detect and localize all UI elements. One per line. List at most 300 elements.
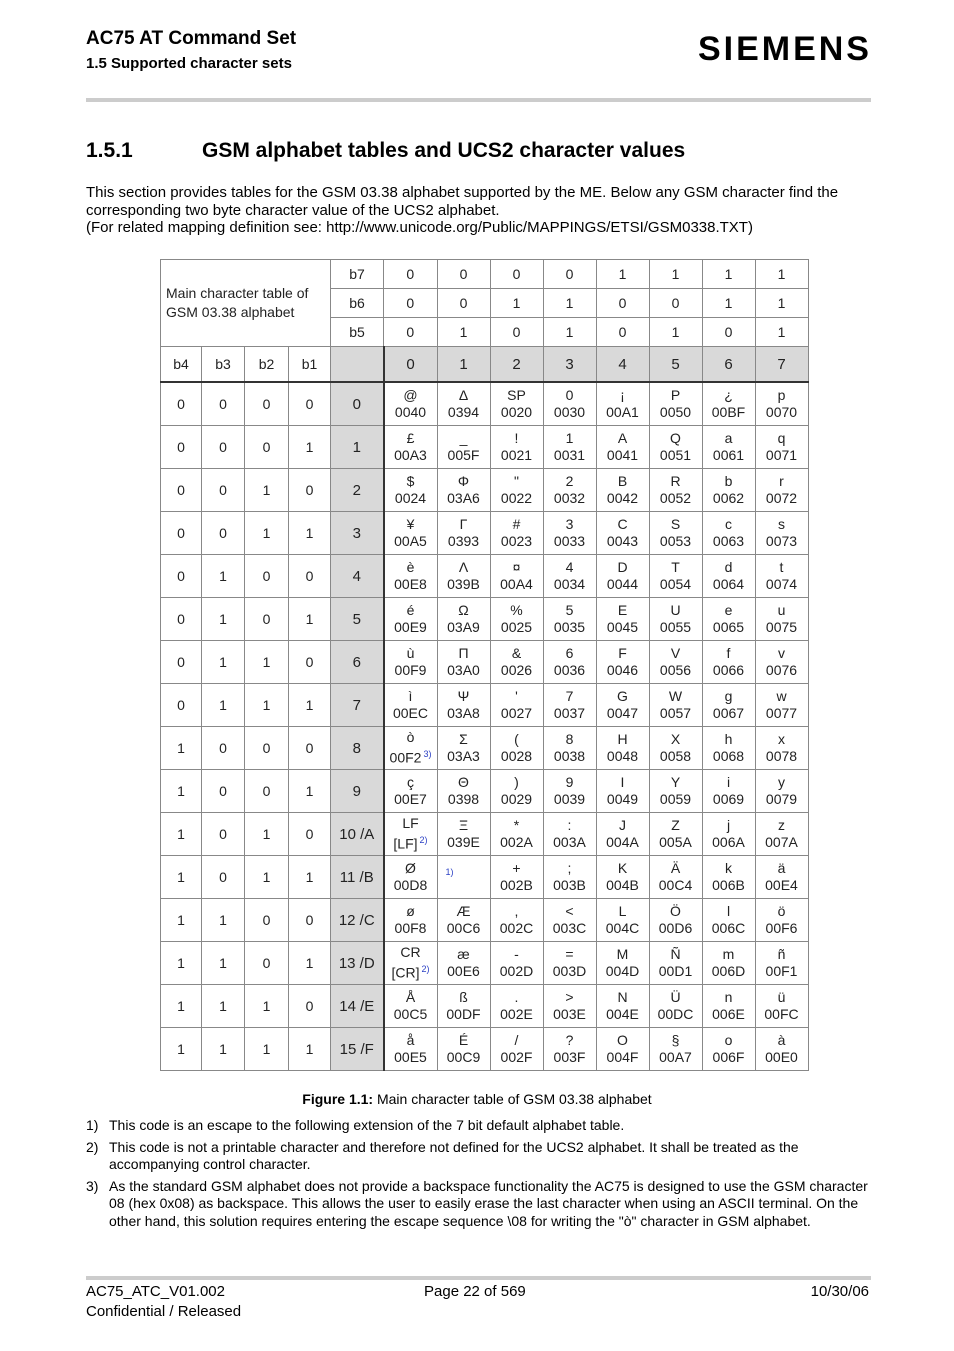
ucs2-code: 0031 (553, 447, 586, 463)
gsm-character: å (406, 1032, 415, 1048)
bit-value: 1 (543, 318, 596, 347)
row-bit: 1 (202, 684, 245, 727)
char-cell (649, 985, 702, 1028)
row-index: 1 (331, 426, 384, 469)
row-bit: 0 (289, 469, 331, 512)
row-index: 15 /F (331, 1028, 384, 1071)
ucs2-code: 00A5 (394, 533, 427, 549)
char-cell (596, 770, 649, 813)
gsm-character: C (617, 516, 628, 532)
row-index: 10 /A (331, 813, 384, 856)
bit-value: 0 (437, 289, 490, 318)
gsm-character: " (514, 473, 519, 489)
row-bit: 0 (245, 426, 289, 469)
gsm-character: z (778, 817, 785, 833)
gsm-character: ñ (777, 946, 786, 962)
char-cell (543, 1028, 596, 1071)
row-index: 7 (331, 684, 384, 727)
table-row (161, 426, 809, 469)
char-cell (490, 555, 543, 598)
ucs2-code: 00E5 (394, 1049, 427, 1065)
gsm-character: E (617, 602, 628, 618)
row-bit: 1 (161, 813, 202, 856)
gsm-character: ü (777, 989, 786, 1005)
footnote (86, 1117, 872, 1135)
ucs2-code: 00FC (764, 1006, 799, 1022)
table-row (161, 770, 809, 813)
char-cell (437, 641, 490, 684)
column-index: 4 (596, 347, 649, 383)
gsm-character: # (512, 516, 521, 532)
bit-value: 1 (543, 289, 596, 318)
char-cell (755, 942, 808, 985)
gsm-character: Λ (458, 559, 469, 575)
ucs2-code: 00F1 (765, 963, 798, 979)
gsm-character: - (514, 946, 519, 962)
gsm-character: / (514, 1032, 519, 1048)
section-title: GSM alphabet tables and UCS2 character values (202, 139, 686, 162)
char-cell (543, 985, 596, 1028)
gsm-character: é (406, 602, 415, 618)
char-cell (702, 684, 755, 727)
char-cell (543, 813, 596, 856)
gsm-character: a (724, 430, 733, 446)
ucs2-code: 0068 (712, 748, 745, 764)
gsm-character: 2 (565, 473, 574, 489)
char-cell (649, 469, 702, 512)
row-index: 9 (331, 770, 384, 813)
ucs2-code: 002E (500, 1006, 533, 1022)
row-bit: 1 (289, 426, 331, 469)
gsm-character: r (779, 473, 784, 489)
char-cell (543, 770, 596, 813)
row-bit: 1 (161, 985, 202, 1028)
ucs2-code: 003D (552, 963, 587, 979)
char-cell (543, 641, 596, 684)
gsm-character: Ñ (670, 946, 681, 962)
table-corner-shade (331, 347, 384, 383)
char-cell (649, 856, 702, 899)
ucs2-code: 0067 (712, 705, 745, 721)
ucs2-code: 006F (712, 1049, 745, 1065)
gsm-character: ¿ (724, 387, 733, 403)
gsm-character: Φ (457, 473, 470, 489)
char-cell (437, 684, 490, 727)
gsm-character: . (514, 989, 519, 1005)
char-cell (755, 770, 808, 813)
gsm-character: B (617, 473, 628, 489)
char-cell (437, 856, 490, 899)
table-row (161, 598, 809, 641)
gsm-character: Å (405, 989, 416, 1005)
ucs2-code: 00E6 (447, 963, 480, 979)
char-cell (596, 684, 649, 727)
char-cell (596, 813, 649, 856)
ucs2-code: 0048 (606, 748, 639, 764)
char-cell (384, 770, 438, 813)
char-cell (384, 1028, 438, 1071)
row-bit: 1 (245, 985, 289, 1028)
ucs2-code: 00C9 (446, 1049, 481, 1065)
gsm-character: , (514, 903, 519, 919)
char-cell (384, 684, 438, 727)
gsm-character: $ (406, 473, 415, 489)
gsm-character: Ξ (458, 817, 469, 833)
ucs2-code: 007A (765, 834, 798, 850)
table-row (161, 382, 809, 426)
char-cell (437, 985, 490, 1028)
ucs2-code: 006E (712, 1006, 745, 1022)
gsm-character: k (725, 860, 732, 876)
char-cell (755, 598, 808, 641)
char-cell (649, 641, 702, 684)
gsm-character: d (724, 559, 733, 575)
row-index: 0 (331, 382, 384, 426)
char-cell (596, 942, 649, 985)
ucs2-code: 0041 (606, 447, 639, 463)
gsm-character: f (726, 645, 731, 661)
row-bit: 0 (202, 382, 245, 426)
table-row (161, 813, 809, 856)
table-row (161, 641, 809, 684)
footer-divider (86, 1276, 871, 1280)
gsm-character: ¥ (406, 516, 415, 532)
table-row (161, 985, 809, 1028)
ucs2-code: 004A (606, 834, 639, 850)
char-cell (649, 555, 702, 598)
gsm-character: % (510, 602, 523, 618)
ucs2-code: 00D8 (393, 877, 428, 893)
bit-column-label: b3 (202, 347, 245, 383)
bit-column-label: b1 (289, 347, 331, 383)
row-index: 11 /B (331, 856, 384, 899)
gsm-character: 8 (565, 731, 574, 747)
ucs2-code: 0027 (500, 705, 533, 721)
ucs2-code: 0071 (765, 447, 798, 463)
row-index: 4 (331, 555, 384, 598)
ucs2-code: 0037 (553, 705, 586, 721)
ucs2-code: 00A3 (394, 447, 427, 463)
ucs2-code: 00F6 (765, 920, 798, 936)
ucs2-code: 0070 (765, 404, 798, 420)
ucs2-code: 004C (605, 920, 640, 936)
gsm-character: CR (400, 944, 421, 961)
char-cell (596, 899, 649, 942)
footnote (86, 1139, 872, 1174)
char-cell (702, 1028, 755, 1071)
footnote-text: This code is an escape to the following extension of the 7 bit default alphabet table. (109, 1117, 625, 1133)
char-cell (649, 426, 702, 469)
row-bit: 0 (289, 641, 331, 684)
gsm-character: + (512, 860, 521, 876)
char-cell (702, 598, 755, 641)
char-cell (543, 856, 596, 899)
gsm-character: S (670, 516, 681, 532)
footnote-number: 1) (86, 1117, 99, 1133)
gsm-character: I (620, 774, 625, 790)
char-cell (755, 1028, 808, 1071)
ucs2-code: 0025 (500, 619, 533, 635)
row-bit: 0 (161, 382, 202, 426)
ucs2-code: 0047 (606, 705, 639, 721)
ucs2-code: 0023 (500, 533, 533, 549)
row-bit: 1 (202, 1028, 245, 1071)
char-cell (755, 813, 808, 856)
ucs2-code: 0029 (500, 791, 533, 807)
char-cell (702, 770, 755, 813)
gsm-character: Y (670, 774, 681, 790)
ucs2-code: 00E9 (394, 619, 427, 635)
row-bit: 1 (289, 512, 331, 555)
char-cell (384, 469, 438, 512)
ucs2-code: 00E0 (765, 1049, 798, 1065)
gsm-character: ( (514, 731, 519, 747)
gsm-character: c (725, 516, 732, 532)
char-cell (437, 813, 490, 856)
ucs2-code: 00A1 (606, 404, 639, 420)
ucs2-code: 00EC (392, 705, 429, 721)
char-cell (755, 899, 808, 942)
row-bit: 1 (289, 684, 331, 727)
ucs2-code: 0057 (659, 705, 692, 721)
char-cell (755, 985, 808, 1028)
char-cell (596, 469, 649, 512)
char-cell (490, 985, 543, 1028)
char-cell (543, 555, 596, 598)
char-cell (543, 598, 596, 641)
gsm-character: 6 (565, 645, 574, 661)
row-bit: 1 (202, 641, 245, 684)
table-row (161, 1028, 809, 1071)
footnote-ref: 2) (421, 964, 430, 975)
row-index: 2 (331, 469, 384, 512)
char-cell (543, 727, 596, 770)
char-cell (755, 469, 808, 512)
ucs2-code: 00D1 (658, 963, 693, 979)
ucs2-code: 004B (606, 877, 639, 893)
char-cell (384, 856, 438, 899)
ucs2-code: 0058 (659, 748, 692, 764)
char-cell (384, 512, 438, 555)
row-bit: 0 (202, 727, 245, 770)
row-bit: 0 (289, 813, 331, 856)
char-cell (437, 555, 490, 598)
gsm-character: N (617, 989, 628, 1005)
bit-value: 1 (702, 289, 755, 318)
gsm-character: è (406, 559, 415, 575)
section-number: 1.5.1 (86, 139, 133, 162)
footer-page-number: Page 22 of 569 (424, 1283, 526, 1300)
char-cell (490, 382, 543, 426)
gsm-character: æ (457, 946, 470, 962)
char-cell (437, 469, 490, 512)
footnotes (86, 1117, 872, 1234)
ucs2-code: 00F8 (394, 920, 427, 936)
intro-reference: (For related mapping definition see: http://www.unicode.org/Public/MAPPINGS/ETSI/GSM0338.TXT) (86, 219, 753, 236)
char-cell (596, 598, 649, 641)
gsm-character: p (777, 387, 786, 403)
char-cell (384, 598, 438, 641)
document-title: AC75 AT Command Set (86, 28, 297, 49)
gsm-character: @ (403, 387, 418, 403)
gsm-character: y (778, 774, 785, 790)
gsm-character: Ä (670, 860, 681, 876)
row-bit: 1 (245, 469, 289, 512)
char-cell (437, 899, 490, 942)
gsm-character: ø (406, 903, 415, 919)
ucs2-code: 0398 (447, 791, 480, 807)
ucs2-code: 00A4 (500, 576, 533, 592)
ucs2-code: 0045 (606, 619, 639, 635)
intro-text (86, 184, 876, 237)
gsm-character: o (724, 1032, 733, 1048)
gsm-character: £ (406, 430, 415, 446)
gsm-character: Ω (458, 602, 469, 618)
ucs2-code: 00E4 (765, 877, 798, 893)
char-cell (543, 684, 596, 727)
char-cell (384, 426, 438, 469)
bit-value: 1 (755, 260, 808, 289)
ucs2-code: 003B (553, 877, 586, 893)
gsm-character: l (726, 903, 731, 919)
row-bit: 0 (161, 469, 202, 512)
row-bit: 1 (202, 985, 245, 1028)
ucs2-code: 0033 (553, 533, 586, 549)
ucs2-code: 00D6 (658, 920, 693, 936)
gsm-character: x (778, 731, 785, 747)
row-bit: 0 (245, 770, 289, 813)
ucs2-code: 0039 (553, 791, 586, 807)
ucs2-code: 039B (447, 576, 480, 592)
ucs2-code: 0062 (712, 490, 745, 506)
row-bit: 1 (161, 1028, 202, 1071)
ucs2-code: 0046 (606, 662, 639, 678)
ucs2-code: 006B (712, 877, 745, 893)
char-cell (702, 555, 755, 598)
row-index: 14 /E (331, 985, 384, 1028)
row-bit: 1 (289, 942, 331, 985)
gsm-character: à (777, 1032, 786, 1048)
footnote-text: This code is not a printable character and therefore not defined for the UCS2 alphabet. It shall be treated as the accompanying control character. (109, 1138, 799, 1172)
gsm-character: * (513, 817, 520, 833)
gsm-character: 9 (565, 774, 574, 790)
ucs2-code: 0066 (712, 662, 745, 678)
ucs2-code: 0034 (553, 576, 586, 592)
ucs2-code: 002B (500, 877, 533, 893)
gsm-character: K (617, 860, 628, 876)
intro-paragraph: This section provides tables for the GSM 03.38 alphabet supported by the ME. Below any GSM character find the corresponding two byte character value of the UCS2 alphabet. (86, 184, 839, 219)
ucs2-code: 00BF (711, 404, 746, 420)
ucs2-code: 004D (605, 963, 640, 979)
gsm-character: 3 (565, 516, 574, 532)
bit-label: b7 (331, 260, 384, 289)
char-cell (437, 382, 490, 426)
gsm-character: ù (406, 645, 415, 661)
char-cell (384, 555, 438, 598)
char-cell (596, 426, 649, 469)
bit-value: 0 (596, 289, 649, 318)
ucs2-code: 0065 (712, 619, 745, 635)
column-index: 3 (543, 347, 596, 383)
char-cell (596, 985, 649, 1028)
ucs2-code: 0052 (659, 490, 692, 506)
bit-column-label: b2 (245, 347, 289, 383)
gsm-character: R (670, 473, 681, 489)
ucs2-code: 0055 (659, 619, 692, 635)
ucs2-code: 002F (500, 1049, 533, 1065)
char-cell (702, 641, 755, 684)
ucs2-code: 0022 (500, 490, 533, 506)
ucs2-code: 0044 (606, 576, 639, 592)
char-cell (755, 512, 808, 555)
gsm-character: 0 (565, 387, 574, 403)
gsm-character: Δ (458, 387, 469, 403)
gsm-character: q (777, 430, 786, 446)
row-bit: 1 (161, 727, 202, 770)
gsm-character: > (565, 989, 574, 1005)
row-index: 13 /D (331, 942, 384, 985)
ucs2-code: 0054 (659, 576, 692, 592)
table-row (161, 727, 809, 770)
gsm-character: h (724, 731, 733, 747)
char-cell (702, 382, 755, 426)
bit-value: 1 (702, 260, 755, 289)
gsm-character: D (617, 559, 628, 575)
row-bit: 1 (245, 641, 289, 684)
row-bit: 1 (202, 598, 245, 641)
row-bit: 0 (289, 382, 331, 426)
ucs2-code: 00E7 (394, 791, 427, 807)
row-bit: 1 (202, 942, 245, 985)
ucs2-code: 0079 (765, 791, 798, 807)
bit-value: 0 (490, 318, 543, 347)
gsm-character: ç (407, 774, 414, 790)
bit-value: 1 (490, 289, 543, 318)
ucs2-code: 0038 (553, 748, 586, 764)
gsm-character: ò (406, 729, 415, 746)
row-bit: 0 (245, 555, 289, 598)
ucs2-code: 0069 (712, 791, 745, 807)
gsm-character: ; (567, 860, 572, 876)
gsm-character: 4 (565, 559, 574, 575)
ucs2-code: 004F (606, 1049, 639, 1065)
char-cell (702, 899, 755, 942)
ucs2-code: 0024 (394, 490, 427, 506)
gsm-character: G (617, 688, 628, 704)
ucs2-code: 0073 (765, 533, 798, 549)
ucs2-code: 003C (552, 920, 587, 936)
table-row (161, 555, 809, 598)
row-index: 8 (331, 727, 384, 770)
char-cell (596, 641, 649, 684)
row-index: 5 (331, 598, 384, 641)
bit-label: b5 (331, 318, 384, 347)
ucs2-code: 00F9 (394, 662, 427, 678)
gsm-character: e (724, 602, 733, 618)
char-cell (543, 469, 596, 512)
char-cell (543, 899, 596, 942)
char-cell (649, 813, 702, 856)
gsm-character: Π (458, 645, 469, 661)
gsm-character: ' (515, 688, 518, 704)
bit-value: 1 (649, 260, 702, 289)
ucs2-code: 0021 (500, 447, 533, 463)
char-cell (649, 598, 702, 641)
column-index: 2 (490, 347, 543, 383)
bit-value: 1 (596, 260, 649, 289)
ucs2-code: 0061 (712, 447, 745, 463)
ucs2-code: 0053 (659, 533, 692, 549)
